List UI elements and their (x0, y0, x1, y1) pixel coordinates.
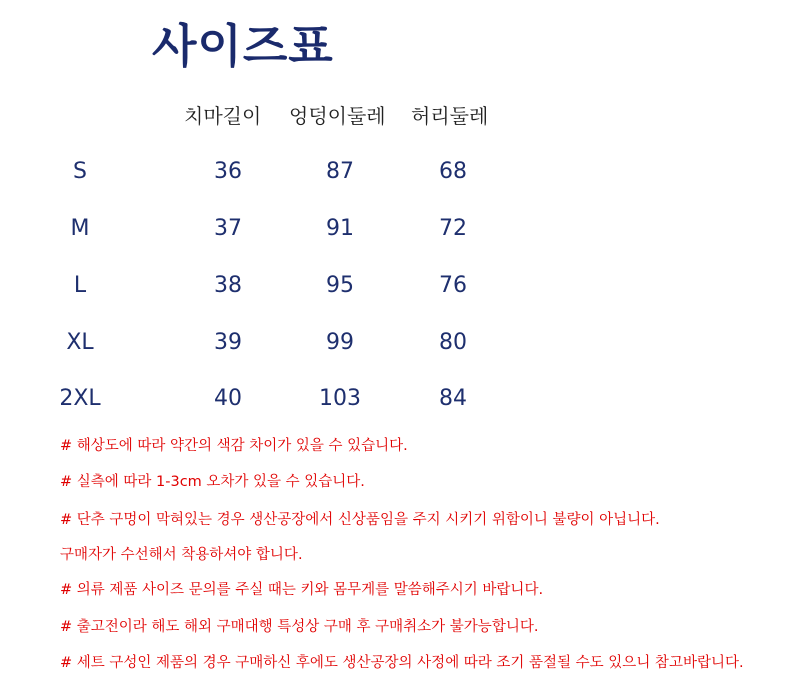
header-waist: 허리둘레 (411, 104, 489, 128)
hip-value: 103 (319, 386, 361, 411)
page-title: 사이즈표 (152, 19, 334, 73)
hip-value: 91 (326, 216, 354, 241)
length-value: 37 (214, 216, 242, 241)
waist-value: 80 (439, 330, 467, 355)
waist-value: 68 (439, 159, 467, 184)
header-skirt-length: 치마길이 (184, 104, 262, 128)
waist-value: 84 (439, 386, 467, 411)
size-label: 2XL (59, 386, 101, 411)
waist-value: 72 (439, 216, 467, 241)
size-label: XL (66, 330, 94, 355)
length-value: 36 (214, 159, 242, 184)
note-early-soldout: # 세트 구성인 제품의 경우 구매하신 후에도 생산공장의 사정에 따라 조기 품절될 수도 있으니 참고바랍니다. (60, 655, 744, 671)
size-label: S (73, 159, 87, 184)
note-button-hole: # 단추 구멍이 막혀있는 경우 생산공장에서 신상품임을 주지 시키기 위함이니 불량이 아닙니다. (60, 512, 660, 528)
size-label: M (70, 216, 90, 241)
hip-value: 95 (326, 273, 354, 298)
header-hip: 엉덩이둘레 (289, 104, 386, 128)
note-alteration: 구매자가 수선해서 착용하셔야 합니다. (60, 547, 303, 563)
length-value: 40 (214, 386, 242, 411)
note-no-cancellation: # 출고전이라 해도 해외 구매대행 특성상 구매 후 구매취소가 불가능합니다. (60, 619, 539, 635)
hip-value: 87 (326, 159, 354, 184)
hip-value: 99 (326, 330, 354, 355)
note-color-difference: # 해상도에 따라 약간의 색감 차이가 있을 수 있습니다. (60, 438, 408, 454)
waist-value: 76 (439, 273, 467, 298)
length-value: 38 (214, 273, 242, 298)
note-measurement-error: # 실측에 따라 1-3cm 오차가 있을 수 있습니다. (60, 474, 365, 490)
length-value: 39 (214, 330, 242, 355)
size-label: L (73, 273, 87, 298)
note-size-inquiry: # 의류 제품 사이즈 문의를 주실 때는 키와 몸무게를 말씀해주시기 바랍니다. (60, 582, 544, 598)
